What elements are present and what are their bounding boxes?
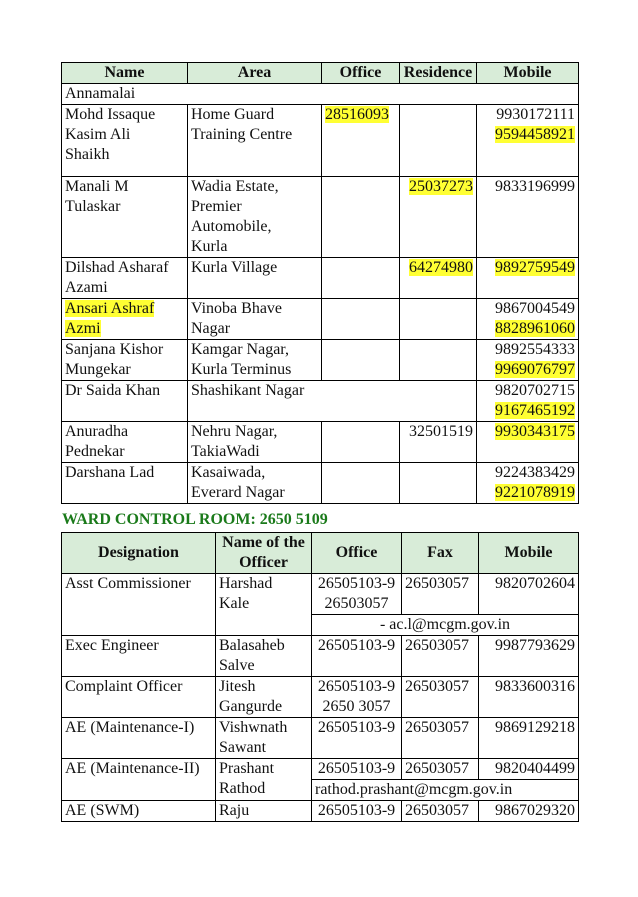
col-header-office: Office bbox=[322, 63, 400, 84]
cell-mobile bbox=[477, 105, 579, 177]
table-row bbox=[62, 677, 579, 718]
cell-residence bbox=[400, 340, 477, 381]
cell-name: Darshana Lad bbox=[62, 463, 188, 504]
mobile-primary: 9867004549 bbox=[495, 300, 575, 317]
section-label: Annamalai bbox=[62, 84, 579, 105]
col-header-office: Office bbox=[312, 533, 402, 574]
name-value: Ansari Ashraf Azmi bbox=[65, 300, 155, 337]
officers-table bbox=[61, 532, 579, 822]
table-row bbox=[62, 463, 579, 504]
cell-fax: 26503057 bbox=[402, 801, 479, 822]
table-row bbox=[62, 759, 579, 780]
cell-office: 26505103-9 bbox=[312, 759, 402, 780]
cell-residence bbox=[400, 258, 477, 299]
cell-mobile: 9833600316 bbox=[479, 677, 579, 718]
cell-mobile bbox=[477, 258, 579, 299]
cell-fax: 26503057 bbox=[402, 636, 479, 677]
table-row bbox=[62, 177, 579, 258]
table-header-row bbox=[62, 533, 579, 574]
table-header-row bbox=[62, 63, 579, 84]
cell-officer: Prashant Rathod bbox=[216, 759, 312, 801]
col-header-officer: Name of the Officer bbox=[216, 533, 312, 574]
cell-name: Anuradha Pednekar bbox=[62, 422, 188, 463]
cell-area: Kurla Village bbox=[188, 258, 322, 299]
table-row bbox=[62, 340, 579, 381]
cell-residence bbox=[400, 463, 477, 504]
mobile-primary: 9892759549 bbox=[495, 259, 575, 276]
col-header-name: Name bbox=[62, 63, 188, 84]
section-row bbox=[62, 84, 579, 105]
cell-name bbox=[62, 299, 188, 340]
cell-designation: AE (Maintenance-II) bbox=[62, 759, 216, 801]
cell-fax: 26503057 bbox=[402, 574, 479, 615]
table-row bbox=[62, 574, 579, 615]
cell-area: Kamgar Nagar, Kurla Terminus bbox=[188, 340, 322, 381]
cell-area: Vinoba Bhave Nagar bbox=[188, 299, 322, 340]
cell-name: Mohd Issaque Kasim Ali Shaikh bbox=[62, 105, 188, 177]
cell-office: 26505103-9 bbox=[312, 718, 402, 759]
cell-area: Kasaiwada, Everard Nagar bbox=[188, 463, 322, 504]
residence-value: 25037273 bbox=[409, 178, 473, 195]
cell-mobile: 9987793629 bbox=[479, 636, 579, 677]
cell-area: Nehru Nagar, TakiaWadi bbox=[188, 422, 322, 463]
cell-name: Sanjana Kishor Mungekar bbox=[62, 340, 188, 381]
table-row bbox=[62, 801, 579, 822]
cell-office: 26505103-9 bbox=[312, 801, 402, 822]
mobile-primary: 9930343175 bbox=[495, 423, 575, 440]
cell-residence: 32501519 bbox=[400, 422, 477, 463]
cell-office: 26505103-9 2650 3057 bbox=[312, 677, 402, 718]
mobile-primary: 9892554333 bbox=[495, 341, 575, 358]
mobile-secondary: 8828961060 bbox=[495, 320, 575, 337]
mobile-primary: 9930172111 bbox=[496, 106, 575, 123]
cell-office bbox=[322, 258, 400, 299]
col-header-mobile: Mobile bbox=[477, 63, 579, 84]
cell-fax: 26503057 bbox=[402, 677, 479, 718]
col-header-fax: Fax bbox=[402, 533, 479, 574]
cell-officer: Vishwnath Sawant bbox=[216, 718, 312, 759]
table-row bbox=[62, 718, 579, 759]
cell-designation: AE (Maintenance-I) bbox=[62, 718, 216, 759]
cell-designation: Exec Engineer bbox=[62, 636, 216, 677]
ward-control-room-heading: WARD CONTROL ROOM: 2650 5109 bbox=[62, 511, 328, 528]
ward-contacts-table bbox=[61, 62, 579, 504]
cell-office bbox=[322, 422, 400, 463]
col-header-area: Area bbox=[188, 63, 322, 84]
cell-name: Dr Saida Khan bbox=[62, 381, 188, 422]
cell-name: Manali M Tulaskar bbox=[62, 177, 188, 258]
mobile-primary: 9224383429 bbox=[495, 464, 575, 481]
cell-office bbox=[322, 463, 400, 504]
email-cell: rathod.prashant@mcgm.gov.in bbox=[312, 780, 579, 801]
cell-fax: 26503057 bbox=[402, 759, 479, 780]
cell-office bbox=[322, 340, 400, 381]
cell-fax: 26503057 bbox=[402, 718, 479, 759]
cell-mobile: 9820404499 bbox=[479, 759, 579, 780]
mobile-secondary: 9167465192 bbox=[495, 402, 575, 419]
cell-office: 26505103-9 bbox=[312, 636, 402, 677]
cell-mobile bbox=[477, 340, 579, 381]
table-row bbox=[62, 105, 579, 177]
table-row bbox=[62, 422, 579, 463]
cell-name: Dilshad Asharaf Azami bbox=[62, 258, 188, 299]
cell-mobile bbox=[477, 422, 579, 463]
mobile-secondary: 9594458921 bbox=[495, 126, 575, 143]
cell-mobile bbox=[477, 299, 579, 340]
col-header-residence: Residence bbox=[400, 63, 477, 84]
mobile-secondary: 9969076797 bbox=[495, 361, 575, 378]
cell-office: 26505103-9 26503057 bbox=[312, 574, 402, 615]
table-row bbox=[62, 636, 579, 677]
cell-mobile bbox=[477, 463, 579, 504]
cell-designation: AE (SWM) bbox=[62, 801, 216, 822]
cell-mobile: 9869129218 bbox=[479, 718, 579, 759]
col-header-mobile: Mobile bbox=[479, 533, 579, 574]
cell-mobile bbox=[477, 381, 579, 422]
mobile-primary: 9820702715 bbox=[495, 382, 575, 399]
email-cell: - ac.l@mcgm.gov.in bbox=[312, 615, 579, 636]
table-row bbox=[62, 381, 579, 422]
cell-office bbox=[322, 177, 400, 258]
cell-mobile: 9820702604 bbox=[479, 574, 579, 615]
cell-officer: Balasaheb Salve bbox=[216, 636, 312, 677]
cell-area: Wadia Estate, Premier Automobile, Kurla bbox=[188, 177, 322, 258]
office-value: 28516093 bbox=[325, 106, 389, 123]
cell-officer: Raju bbox=[216, 801, 312, 822]
cell-mobile: 9833196999 bbox=[477, 177, 579, 258]
mobile-secondary: 9221078919 bbox=[495, 484, 575, 501]
cell-mobile: 9867029320 bbox=[479, 801, 579, 822]
cell-designation: Asst Commissioner bbox=[62, 574, 216, 636]
cell-office bbox=[322, 299, 400, 340]
cell-office bbox=[322, 105, 400, 177]
table-row bbox=[62, 299, 579, 340]
cell-officer: Jitesh Gangurde bbox=[216, 677, 312, 718]
col-header-designation: Designation bbox=[62, 533, 216, 574]
cell-residence bbox=[400, 177, 477, 258]
table-row bbox=[62, 258, 579, 299]
cell-area: Shashikant Nagar bbox=[188, 381, 477, 422]
cell-residence bbox=[400, 299, 477, 340]
cell-residence bbox=[400, 105, 477, 177]
residence-value: 64274980 bbox=[409, 259, 473, 276]
cell-officer: Harshad Kale bbox=[216, 574, 312, 636]
cell-area: Home Guard Training Centre bbox=[188, 105, 322, 177]
cell-designation: Complaint Officer bbox=[62, 677, 216, 718]
